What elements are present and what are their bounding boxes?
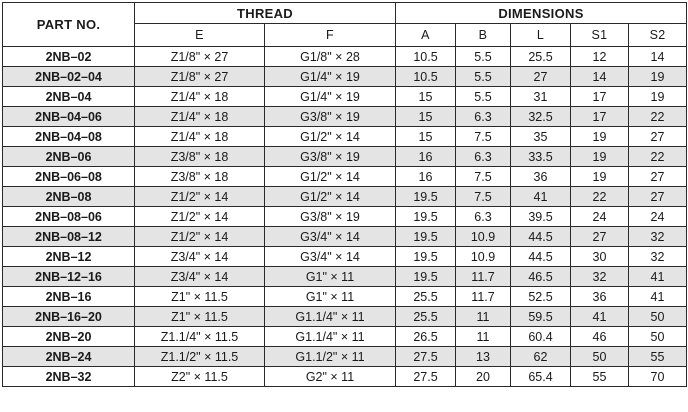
thread-f-cell: G3/4" × 14 <box>265 247 396 267</box>
part-no-cell: 2NB–04–06 <box>3 107 135 127</box>
thread-f-cell: G1.1/2" × 11 <box>265 347 396 367</box>
table-row <box>3 307 687 327</box>
part-no-cell: 2NB–02–04 <box>3 67 135 87</box>
thread-e-cell: Z1/8" × 27 <box>135 47 265 67</box>
dim-b-cell: 11 <box>456 307 511 327</box>
table-row <box>3 327 687 347</box>
thread-e-cell: Z1" × 11.5 <box>135 307 265 327</box>
thread-f-cell: G1/2" × 14 <box>265 167 396 187</box>
part-no-cell: 2NB–06 <box>3 147 135 167</box>
dim-l-cell: 62 <box>511 347 571 367</box>
dim-b-cell: 5.5 <box>456 67 511 87</box>
part-no-cell: 2NB–24 <box>3 347 135 367</box>
dim-b-cell: 11.7 <box>456 287 511 307</box>
dim-s1-cell: 55 <box>571 367 629 387</box>
header-dimensions: DIMENSIONS <box>396 3 687 24</box>
thread-e-cell: Z1.1/4" × 11.5 <box>135 327 265 347</box>
dim-l-cell: 52.5 <box>511 287 571 307</box>
dim-a-cell: 27.5 <box>396 347 456 367</box>
header-s2: S2 <box>629 24 687 47</box>
table-row <box>3 107 687 127</box>
dim-s1-cell: 19 <box>571 167 629 187</box>
thread-f-cell: G1/4" × 19 <box>265 67 396 87</box>
dim-s1-cell: 14 <box>571 67 629 87</box>
dim-s2-cell: 32 <box>629 247 687 267</box>
dim-b-cell: 11 <box>456 327 511 347</box>
table-body <box>3 47 687 387</box>
dim-l-cell: 59.5 <box>511 307 571 327</box>
thread-e-cell: Z3/4" × 14 <box>135 267 265 287</box>
thread-e-cell: Z1/2" × 14 <box>135 187 265 207</box>
part-no-cell: 2NB–12–16 <box>3 267 135 287</box>
table-row <box>3 247 687 267</box>
header-s1: S1 <box>571 24 629 47</box>
dim-s2-cell: 27 <box>629 167 687 187</box>
table-row <box>3 267 687 287</box>
table-row <box>3 207 687 227</box>
part-no-cell: 2NB–12 <box>3 247 135 267</box>
part-no-cell: 2NB–06–08 <box>3 167 135 187</box>
dim-s2-cell: 27 <box>629 187 687 207</box>
dim-s2-cell: 41 <box>629 287 687 307</box>
dim-s2-cell: 32 <box>629 227 687 247</box>
thread-e-cell: Z1/8" × 27 <box>135 67 265 87</box>
dim-b-cell: 13 <box>456 347 511 367</box>
dim-b-cell: 7.5 <box>456 167 511 187</box>
dim-s1-cell: 22 <box>571 187 629 207</box>
thread-f-cell: G1.1/4" × 11 <box>265 327 396 347</box>
dim-l-cell: 25.5 <box>511 47 571 67</box>
thread-f-cell: G1/2" × 14 <box>265 127 396 147</box>
table-row <box>3 67 687 87</box>
thread-e-cell: Z1/2" × 14 <box>135 207 265 227</box>
spec-table <box>2 2 687 387</box>
dim-l-cell: 33.5 <box>511 147 571 167</box>
part-no-cell: 2NB–32 <box>3 367 135 387</box>
dim-a-cell: 10.5 <box>396 47 456 67</box>
dim-s1-cell: 17 <box>571 87 629 107</box>
header-b: B <box>456 24 511 47</box>
thread-e-cell: Z1/2" × 14 <box>135 227 265 247</box>
part-no-cell: 2NB–02 <box>3 47 135 67</box>
dim-l-cell: 27 <box>511 67 571 87</box>
dim-a-cell: 27.5 <box>396 367 456 387</box>
dim-s1-cell: 19 <box>571 147 629 167</box>
dim-a-cell: 15 <box>396 87 456 107</box>
header-part-no: PART NO. <box>3 3 135 47</box>
dim-a-cell: 26.5 <box>396 327 456 347</box>
table-row <box>3 367 687 387</box>
thread-e-cell: Z1" × 11.5 <box>135 287 265 307</box>
thread-f-cell: G3/8" × 19 <box>265 207 396 227</box>
dim-s1-cell: 27 <box>571 227 629 247</box>
header-l: L <box>511 24 571 47</box>
dim-s1-cell: 12 <box>571 47 629 67</box>
dim-s2-cell: 27 <box>629 127 687 147</box>
part-no-cell: 2NB–08–06 <box>3 207 135 227</box>
thread-e-cell: Z2" × 11.5 <box>135 367 265 387</box>
dim-s2-cell: 41 <box>629 267 687 287</box>
thread-e-cell: Z3/4" × 14 <box>135 247 265 267</box>
dim-l-cell: 39.5 <box>511 207 571 227</box>
dim-b-cell: 11.7 <box>456 267 511 287</box>
dim-l-cell: 44.5 <box>511 247 571 267</box>
spec-table-container <box>2 2 687 387</box>
thread-e-cell: Z1.1/2" × 11.5 <box>135 347 265 367</box>
dim-b-cell: 5.5 <box>456 47 511 67</box>
dim-a-cell: 25.5 <box>396 307 456 327</box>
header-e: E <box>135 24 265 47</box>
dim-s2-cell: 22 <box>629 147 687 167</box>
part-no-cell: 2NB–08 <box>3 187 135 207</box>
dim-s2-cell: 55 <box>629 347 687 367</box>
thread-f-cell: G3/8" × 19 <box>265 107 396 127</box>
part-no-cell: 2NB–16–20 <box>3 307 135 327</box>
dim-b-cell: 6.3 <box>456 147 511 167</box>
part-no-cell: 2NB–08–12 <box>3 227 135 247</box>
table-row <box>3 187 687 207</box>
dim-s1-cell: 50 <box>571 347 629 367</box>
thread-f-cell: G2" × 11 <box>265 367 396 387</box>
header-a: A <box>396 24 456 47</box>
thread-f-cell: G1.1/4" × 11 <box>265 307 396 327</box>
thread-e-cell: Z1/4" × 18 <box>135 87 265 107</box>
table-row <box>3 47 687 67</box>
dim-s1-cell: 32 <box>571 267 629 287</box>
dim-a-cell: 19.5 <box>396 187 456 207</box>
dim-s2-cell: 19 <box>629 67 687 87</box>
dim-s1-cell: 46 <box>571 327 629 347</box>
thread-f-cell: G3/4" × 14 <box>265 227 396 247</box>
thread-e-cell: Z3/8" × 18 <box>135 147 265 167</box>
table-row <box>3 287 687 307</box>
part-no-cell: 2NB–04 <box>3 87 135 107</box>
dim-a-cell: 16 <box>396 167 456 187</box>
header-row-top <box>3 3 687 24</box>
dim-a-cell: 19.5 <box>396 267 456 287</box>
dim-s2-cell: 50 <box>629 307 687 327</box>
dim-l-cell: 32.5 <box>511 107 571 127</box>
dim-s1-cell: 30 <box>571 247 629 267</box>
dim-l-cell: 60.4 <box>511 327 571 347</box>
dim-a-cell: 15 <box>396 127 456 147</box>
table-row <box>3 227 687 247</box>
dim-s1-cell: 41 <box>571 307 629 327</box>
table-row <box>3 127 687 147</box>
dim-s1-cell: 24 <box>571 207 629 227</box>
dim-a-cell: 10.5 <box>396 67 456 87</box>
dim-a-cell: 19.5 <box>396 227 456 247</box>
thread-e-cell: Z1/4" × 18 <box>135 127 265 147</box>
dim-l-cell: 41 <box>511 187 571 207</box>
thread-f-cell: G1" × 11 <box>265 267 396 287</box>
part-no-cell: 2NB–20 <box>3 327 135 347</box>
thread-f-cell: G1" × 11 <box>265 287 396 307</box>
dim-l-cell: 65.4 <box>511 367 571 387</box>
dim-b-cell: 10.9 <box>456 247 511 267</box>
dim-l-cell: 36 <box>511 167 571 187</box>
dim-b-cell: 20 <box>456 367 511 387</box>
dim-b-cell: 10.9 <box>456 227 511 247</box>
header-f: F <box>265 24 396 47</box>
dim-s2-cell: 50 <box>629 327 687 347</box>
dim-a-cell: 25.5 <box>396 287 456 307</box>
table-row <box>3 87 687 107</box>
dim-l-cell: 35 <box>511 127 571 147</box>
dim-l-cell: 31 <box>511 87 571 107</box>
dim-b-cell: 7.5 <box>456 187 511 207</box>
dim-a-cell: 19.5 <box>396 207 456 227</box>
part-no-cell: 2NB–04–08 <box>3 127 135 147</box>
dim-a-cell: 16 <box>396 147 456 167</box>
dim-s2-cell: 22 <box>629 107 687 127</box>
dim-a-cell: 15 <box>396 107 456 127</box>
table-row <box>3 147 687 167</box>
header-thread: THREAD <box>135 3 396 24</box>
dim-l-cell: 46.5 <box>511 267 571 287</box>
dim-b-cell: 6.3 <box>456 207 511 227</box>
dim-s2-cell: 24 <box>629 207 687 227</box>
dim-b-cell: 7.5 <box>456 127 511 147</box>
table-row <box>3 167 687 187</box>
thread-e-cell: Z3/8" × 18 <box>135 167 265 187</box>
dim-s1-cell: 19 <box>571 127 629 147</box>
dim-s1-cell: 36 <box>571 287 629 307</box>
dim-b-cell: 5.5 <box>456 87 511 107</box>
dim-s2-cell: 14 <box>629 47 687 67</box>
dim-a-cell: 19.5 <box>396 247 456 267</box>
dim-b-cell: 6.3 <box>456 107 511 127</box>
dim-l-cell: 44.5 <box>511 227 571 247</box>
dim-s1-cell: 17 <box>571 107 629 127</box>
thread-f-cell: G1/4" × 19 <box>265 87 396 107</box>
thread-f-cell: G1/2" × 14 <box>265 187 396 207</box>
thread-f-cell: G1/8" × 28 <box>265 47 396 67</box>
thread-f-cell: G3/8" × 19 <box>265 147 396 167</box>
part-no-cell: 2NB–16 <box>3 287 135 307</box>
dim-s2-cell: 19 <box>629 87 687 107</box>
table-row <box>3 347 687 367</box>
dim-s2-cell: 70 <box>629 367 687 387</box>
thread-e-cell: Z1/4" × 18 <box>135 107 265 127</box>
